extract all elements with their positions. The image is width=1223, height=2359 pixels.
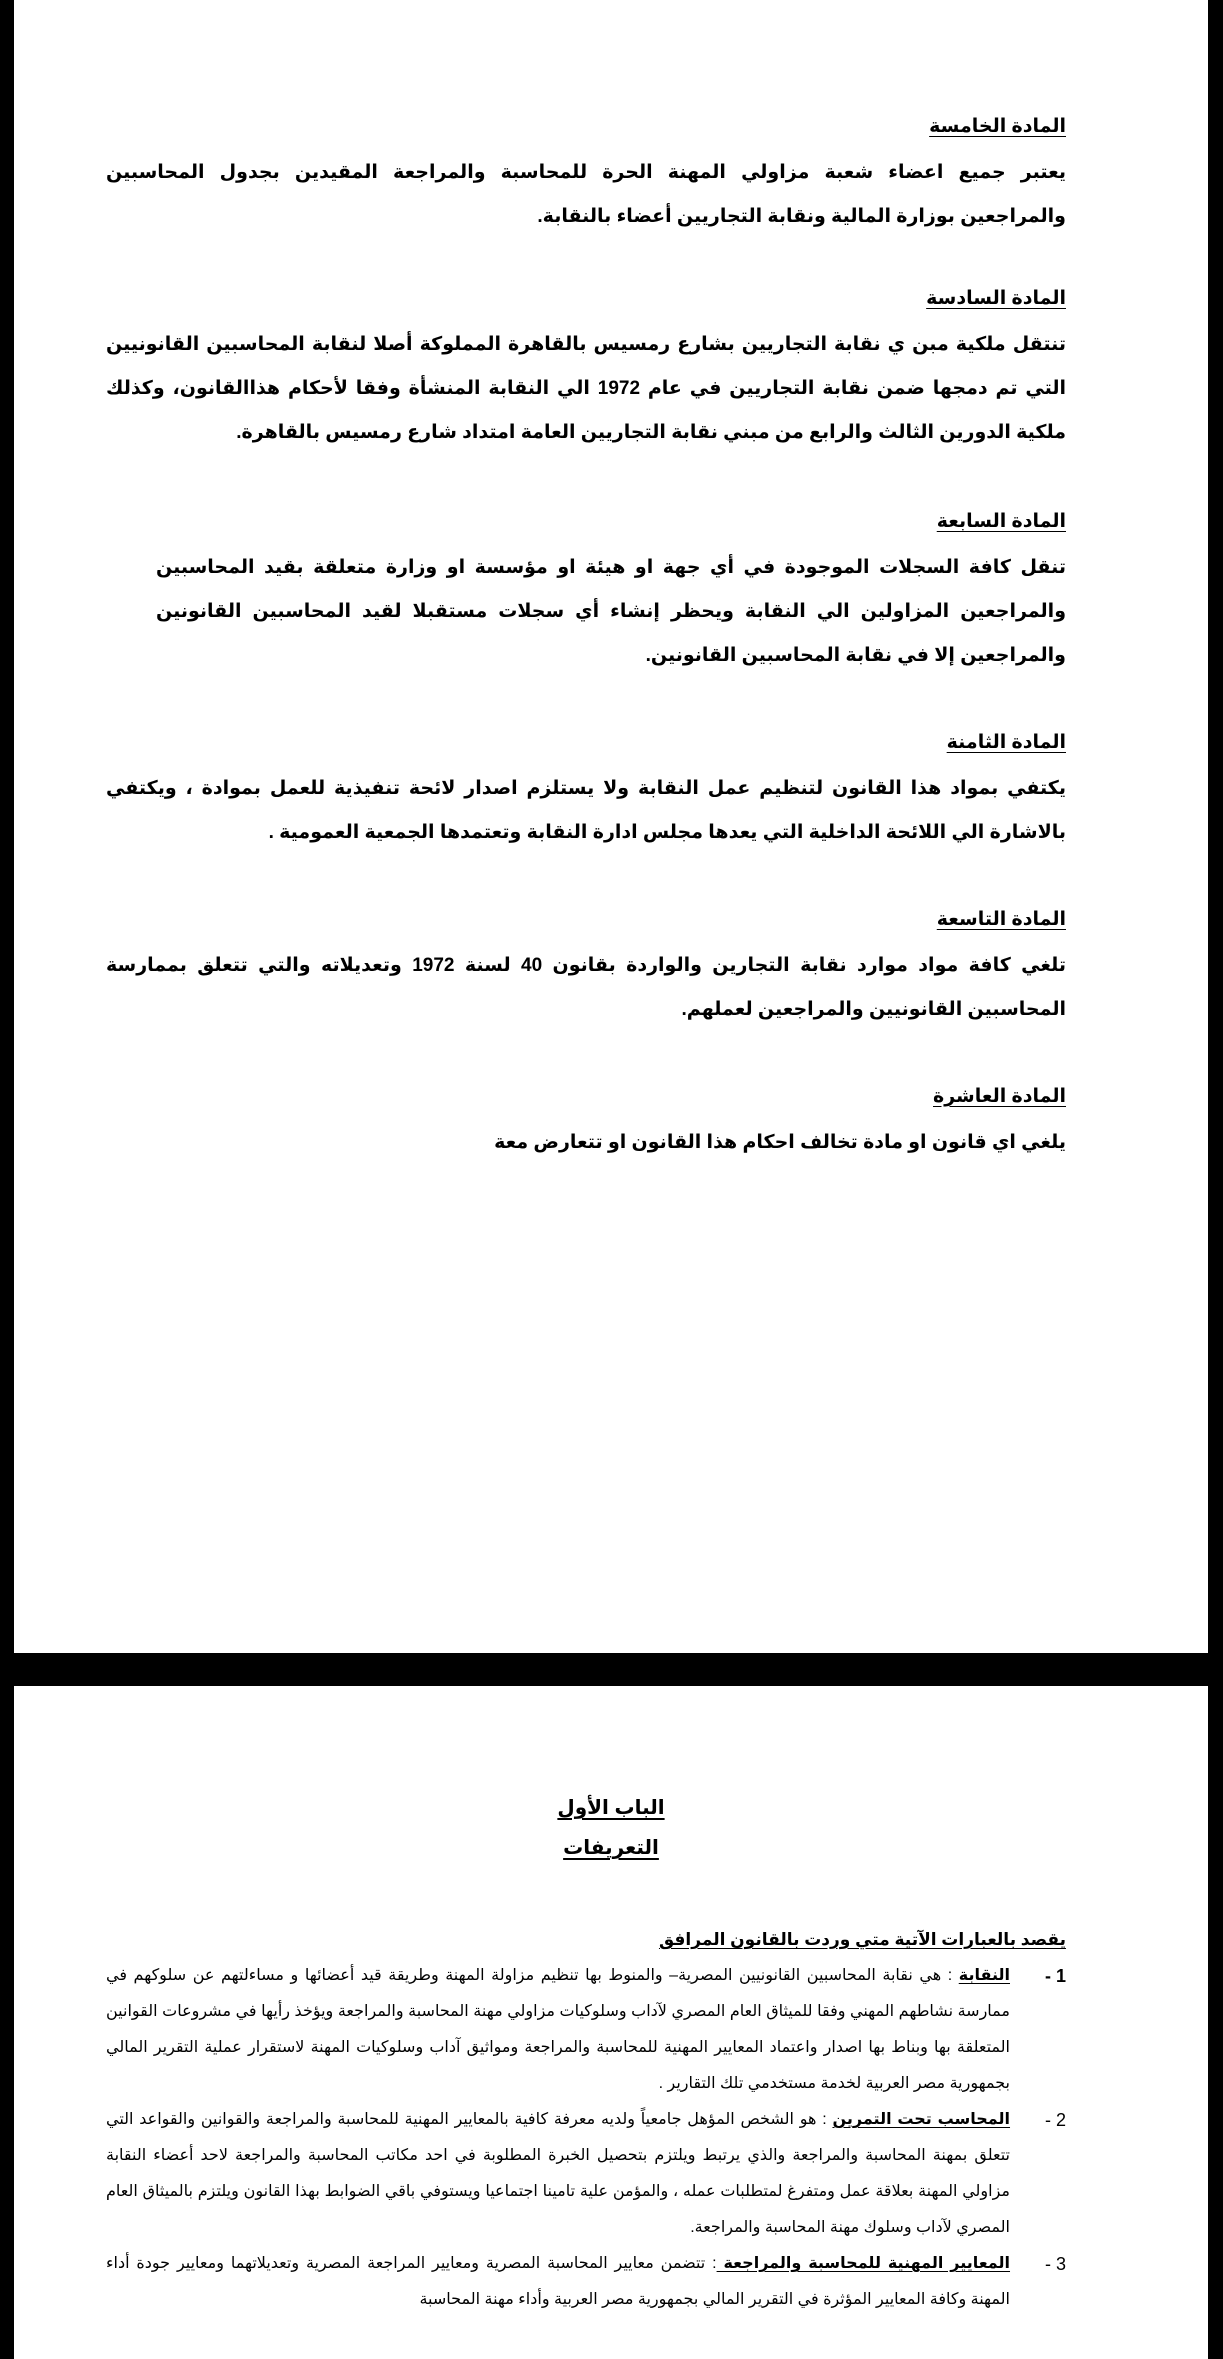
chapter-heading bbox=[14, 1789, 1208, 1869]
article-body: يعتبر جميع اعضاء شعبة مزاولي المهنة الحرة للمحاسبة والمراجعة المقيدين بجدول المحاسبين والمراجعين بوزارة المالية ونقابة التجاريين أعضاء بالنقابة. bbox=[106, 162, 1066, 227]
article-title: المادة العاشرة bbox=[933, 1086, 1066, 1107]
article-body: يلغي اي قانون او مادة تخالف احكام هذا القانون او تتعارض معة bbox=[494, 1132, 1066, 1153]
document-page-1 bbox=[14, 0, 1208, 1653]
definition-item bbox=[106, 2246, 1066, 2318]
definitions-section bbox=[106, 1926, 1066, 2318]
definition-term: المعايير المهنية للمحاسبة والمراجعة bbox=[716, 2255, 1011, 2272]
definitions-intro: يقصد بالعبارات الآتية متي وردت بالقانون المرافق bbox=[658, 1930, 1066, 1949]
definition-term: النقابة bbox=[958, 1967, 1010, 1984]
definition-number: 2 - bbox=[1044, 2110, 1066, 2130]
document-page-2 bbox=[14, 1686, 1208, 2359]
definition-number: 1 - bbox=[1044, 1966, 1066, 1986]
article-7 bbox=[106, 508, 1066, 678]
article-title: المادة السابعة bbox=[936, 511, 1066, 532]
definition-number: 3 - bbox=[1044, 2254, 1066, 2274]
article-9 bbox=[106, 906, 1066, 1032]
article-8 bbox=[106, 729, 1066, 855]
article-title: المادة الثامنة bbox=[946, 732, 1066, 753]
definition-body: : هي نقابة المحاسبين القانونيين المصرية– والمنوط بها تنظيم مزاولة المهنة وطريقة قيد أعضائها و مساءلتهم عن سلوكهم في ممارسة نشاطهم المهني وفقا للميثاق العام المصري لآداب وسلوكيات مزاولي مهنة المحاسبة والمراجعة ويؤخذ رأيها في مشروعات القوانين المتعلقة بها وبناط بها اصدار واعتماد المعايير المهنية للمحاسبة والمراجعة ومواثيق آداب وسلوكيات المهنة لاستقرار عملية التقرير المالي بجمهورية مصر العربية لخدمة مستخدمي تلك التقارير . bbox=[106, 1967, 1010, 2092]
article-10 bbox=[106, 1083, 1066, 1165]
definition-body: : تتضمن معايير المحاسبة المصرية ومعايير المراجعة المصرية وتعديلاتهما ومعايير جودة أداء المهنة وكافة المعايير المؤثرة في التقرير المالي بجمهورية مصر العربية وأداء مهنة المحاسبة bbox=[106, 2255, 1010, 2308]
article-body: تنتقل ملكية مبن ي نقابة التجاريين بشارع رمسيس بالقاهرة المملوكة أصلا لنقابة المحاسبين القانونيين التي تم دمجها ضمن نقابة التجاريين في عام 1972 الي النقابة المنشأة وفقا لأحكام هذاالقانون، وكذلك ملكية الدورين الثالث والرابع من مبني نقابة التجاريين العامة امتداد شارع رمسيس بالقاهرة. bbox=[106, 334, 1066, 443]
definition-text bbox=[106, 2102, 1010, 2246]
article-title: المادة السادسة bbox=[926, 288, 1066, 309]
article-5 bbox=[106, 113, 1066, 239]
article-body: تلغي كافة مواد موارد نقابة التجارين والواردة بقانون 40 لسنة 1972 وتعديلاته والتي تتعلق بممارسة المحاسبين القانونيين والمراجعين لعملهم. bbox=[106, 955, 1066, 1020]
article-6 bbox=[106, 285, 1066, 455]
article-body: تنقل كافة السجلات الموجودة في أي جهة او هيئة او مؤسسة او وزارة متعلقة بقيد المحاسبين والمراجعين المزاولين الي النقابة ويحظر إنشاء أي سجلات مستقبلا لقيد المحاسبين القانونين والمراجعين إلا في نقابة المحاسبين القانونين. bbox=[156, 557, 1067, 666]
chapter-subtitle: التعريفات bbox=[563, 1837, 659, 1859]
chapter-title: الباب الأول bbox=[557, 1797, 665, 1819]
article-body: يكتفي بمواد هذا القانون لتنظيم عمل النقابة ولا يستلزم اصدار لائحة تنفيذية للعمل بموادة ، ويكتفي بالاشارة الي اللائحة الداخلية التي يعدها مجلس ادارة النقابة وتعتمدها الجمعية العمومية . bbox=[106, 778, 1066, 843]
definition-item bbox=[106, 2102, 1066, 2246]
definition-body: : هو الشخص المؤهل جامعياً ولديه معرفة كافية بالمعايير المهنية للمحاسبة والمراجعة والقوانين والقواعد التي تتعلق بمهنة المحاسبة والمراجعة والذي يرتبط ويلتزم بتحصيل الخبرة المطلوبة في احد مكاتب المحاسبة والمراجعة لاحد أعضاء النقابة مزاولي المهنة بعلاقة عمل ومتفرغ لمتطلبات عمله ، والمؤمن علية تامينا اجتماعيا ويستوفي باقي الضوابط بهذا القانون ويلتزم بالميثاق العام المصري لآداب وسلوك مهنة المحاسبة والمراجعة. bbox=[106, 2111, 1010, 2236]
definition-term: المحاسب تحت التمرين bbox=[832, 2111, 1011, 2128]
article-title: المادة التاسعة bbox=[936, 909, 1066, 930]
definition-text bbox=[106, 2246, 1010, 2318]
article-title: المادة الخامسة bbox=[929, 116, 1066, 137]
definition-item bbox=[106, 1958, 1066, 2102]
definition-text bbox=[106, 1958, 1010, 2102]
